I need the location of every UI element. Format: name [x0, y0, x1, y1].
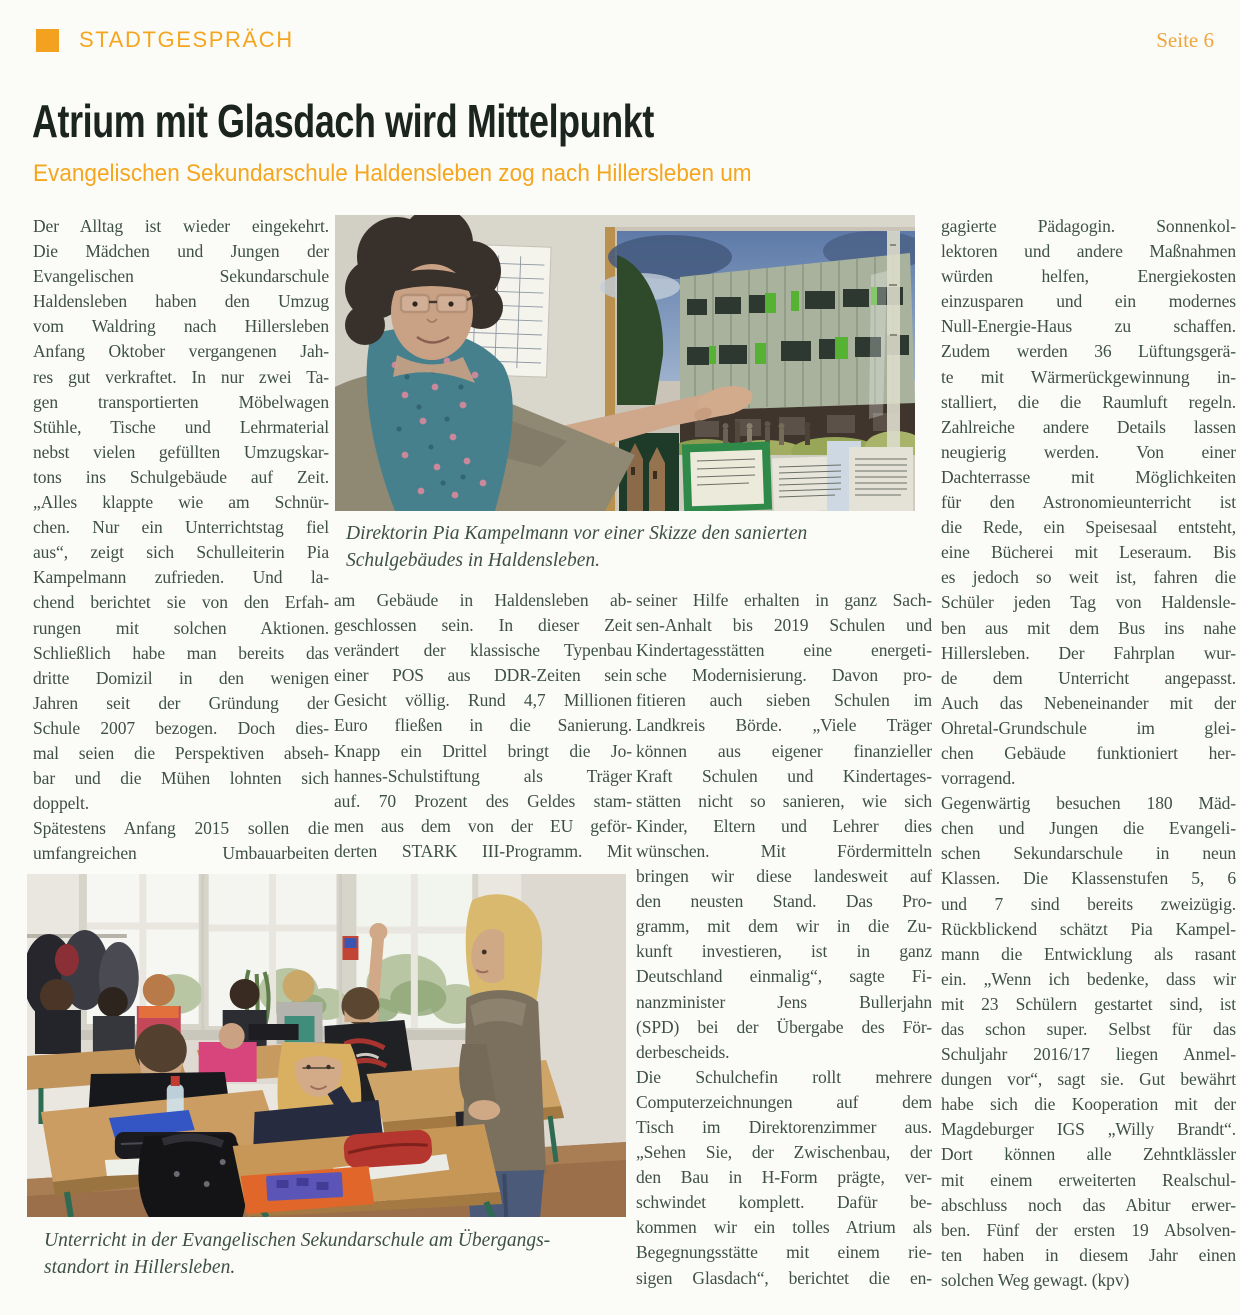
text-line: Ohretal-Grundschule im glei- — [941, 717, 1236, 738]
text-line: derbescheids. — [636, 1041, 730, 1062]
text-line: abschluss noch das Abitur erwer- — [941, 1194, 1236, 1215]
text-line: Computerzeichnungen auf dem — [636, 1091, 932, 1112]
text-line: stätten nicht so sanieren, wie sich — [636, 790, 932, 811]
text-line: Kraft Schulen und Kindertages- — [636, 765, 932, 786]
text-line: am Gebäude in Haldensleben ab- — [334, 590, 632, 610]
text-column-4 — [941, 214, 1236, 1293]
text-line: würden helfen, Energiekosten — [941, 266, 1236, 287]
text-line: „Sehen Sie, der Zwischenbau, der — [636, 1142, 932, 1163]
text-line: (SPD) bei der Übergabe des För- — [636, 1016, 932, 1037]
text-line: sche Modernisierung. Davon pro- — [636, 665, 932, 686]
text-line: ben. Fünf der ersten 19 Absolven- — [941, 1219, 1236, 1240]
text-line: Dachterrasse mit Möglichkeiten — [941, 466, 1236, 487]
text-line: doppelt. — [33, 793, 90, 814]
text-line: schen Sekundarschule in neun — [941, 843, 1236, 864]
glasses-icon — [401, 295, 477, 312]
text-line: es jedoch so weit ist, fahren die — [941, 567, 1236, 588]
text-line: dritte Domizil in den wenigen — [33, 667, 329, 688]
text-line: bringen wir diese landesweit auf — [636, 866, 932, 887]
text-line: vom Waldring nach Hillersleben — [33, 316, 329, 337]
text-line: „Alles klappte wie am Schnür- — [33, 492, 329, 513]
text-line: Evangelischen Sekundarschule — [33, 266, 329, 287]
text-column-1 — [33, 214, 329, 866]
text-line: Der Alltag ist wieder eingekehrt. — [33, 216, 329, 236]
text-line: Rückblickend schätzt Pia Kampel- — [941, 918, 1236, 939]
text-line: chen. Nur ein Unterrichtstag fiel — [33, 517, 329, 538]
text-line: rungen mit solchen Aktionen. — [33, 617, 329, 638]
text-line: die Rede, ein Speisesaal entsteht, — [941, 517, 1236, 538]
text-line: wünschen. Mit Fördermitteln — [636, 840, 932, 861]
text-line: Klassen. Die Klassenstufen 5, 6 — [941, 868, 1236, 889]
photo-top-caption — [346, 520, 911, 574]
text-line: Zahlreiche andere Details lassen — [941, 416, 1236, 437]
text-column-3 — [636, 588, 932, 1291]
text-line: Deutschland einmalig“, sagte Fi- — [636, 966, 932, 987]
text-line: Jahren seit der Gründung der — [33, 692, 329, 713]
article-headline: Atrium mit Glasdach wird Mittelpunkt — [32, 95, 654, 147]
text-line: verändert der klassische Typenbau — [334, 640, 632, 661]
text-line: und 7 sind bereits zweizügig. — [941, 893, 1236, 914]
article-subheadline: Evangelischen Sekundarschule Haldensleben zog nach Hillersleben um — [33, 160, 752, 187]
text-line: stalliert, die die Raumluft regeln. — [941, 391, 1236, 412]
text-line: schwindet komplett. Dafür be- — [636, 1192, 932, 1213]
caption-line: Schulgebäudes in Haldensleben. — [346, 550, 600, 571]
text-line: den Bau in H-Form prägte, ver- — [636, 1167, 932, 1188]
text-line: ein. „Wenn ich bedenke, dass wir — [941, 968, 1236, 989]
text-line: einzusparen und ein modernes — [941, 291, 1236, 312]
text-line: Euro fließen in die Sanierung. — [334, 715, 632, 736]
text-line: können aus eigener finanzieller — [636, 740, 932, 761]
text-line: Knapp ein Drittel bringt die Jo- — [334, 740, 632, 761]
text-line: mit 23 Schülern gestartet sind, ist — [941, 993, 1236, 1014]
text-line: mann die Entwicklung als rasant — [941, 943, 1236, 964]
text-line: umfangreichen Umbauarbeiten — [33, 843, 329, 864]
text-line: eine Bücherei mit Leseraum. Bis — [941, 542, 1236, 563]
text-line: bar und die Mühen lohnten sich — [33, 768, 329, 789]
text-line: Kinder, Eltern und Lehrer dies — [636, 815, 932, 836]
text-line: dungen vor“, sagt sie. Gut bewährt — [941, 1069, 1236, 1090]
text-line: solchen Weg gewagt. (kpv) — [941, 1269, 1130, 1290]
photo-director-sketch — [335, 215, 915, 511]
text-line: Kindertagesstätten eine energeti- — [636, 640, 932, 661]
text-line: Die Mädchen und Jungen der — [33, 241, 329, 262]
text-line: men aus dem von der EU geför- — [334, 815, 632, 836]
text-line: geschlossen sein. In dieser Zeit — [334, 615, 632, 636]
text-line: kommen wir ein tolles Atrium als — [636, 1217, 932, 1238]
text-line: Schule 2007 bezogen. Doch dies- — [33, 717, 329, 738]
text-line: tons ins Schulgebäude auf Zeit. — [33, 466, 329, 487]
text-line: hannes-Schulstiftung als Träger — [334, 765, 632, 786]
text-line: Begegnungsstätte mit einem rie- — [636, 1242, 932, 1263]
text-line: den neusten Stand. Das Pro- — [636, 891, 932, 912]
text-line: chen Gebäude funktioniert her- — [941, 742, 1236, 763]
text-column-2 — [334, 588, 632, 864]
text-line: Landkreis Börde. „Viele Träger — [636, 715, 932, 736]
text-line: Schließlich habe man bereits das — [33, 642, 329, 663]
text-line: Spätestens Anfang 2015 sollen die — [33, 818, 329, 839]
text-line: fitieren auch sieben Schulen im — [636, 690, 932, 711]
text-line: Tisch im Direktorenzimmer aus. — [636, 1116, 932, 1137]
text-line: Die Schulchefin rollt mehrere — [636, 1066, 932, 1087]
text-line: Null-Energie-Haus zu schaffen. — [941, 316, 1236, 337]
text-line: chen und Jungen die Evangeli- — [941, 818, 1236, 839]
caption-line: Direktorin Pia Kampelmann vor einer Skizze den sanierten — [346, 523, 808, 544]
text-line: aus“, zeigt sich Schulleiterin Pia — [33, 542, 329, 563]
photo-classroom — [27, 874, 626, 1217]
text-line: Auch das Nebeneinander mit der — [941, 692, 1236, 713]
text-line: Dort können alle Zehntklässler — [941, 1144, 1236, 1165]
text-line: nanzminister Jens Bullerjahn — [636, 991, 932, 1012]
text-line: vorragend. — [941, 768, 1016, 789]
photo-bottom-caption — [44, 1227, 624, 1281]
text-line: seiner Hilfe erhalten in ganz Sach- — [636, 590, 932, 610]
text-line: neugierig werden. Von einer — [941, 441, 1236, 462]
text-line: res gut verkraftet. In nur zwei Ta- — [33, 366, 329, 387]
text-line: chend berichtet sie von den Erfah- — [33, 592, 329, 613]
text-line: derten STARK III-Programm. Mit — [334, 840, 632, 861]
text-line: ten haben in diesem Jahr einen — [941, 1244, 1236, 1265]
text-line: nebst vielen gefüllten Umzugskar- — [33, 441, 329, 462]
text-line: Gegenwärtig besuchen 180 Mäd- — [941, 793, 1236, 814]
text-line: Magdeburger IGS „Willy Brandt“. — [941, 1119, 1236, 1140]
text-line: Haldensleben haben den Umzug — [33, 291, 329, 312]
section-marker-icon — [36, 29, 59, 52]
text-line: Zudem werden 36 Lüftungsgerä- — [941, 341, 1236, 362]
text-line: Schüler jeden Tag von Haldensle- — [941, 592, 1236, 613]
text-line: Schuljahr 2016/17 liegen Anmel- — [941, 1044, 1236, 1065]
text-line: mit einem erweiterten Realschul- — [941, 1169, 1236, 1190]
text-line: Kampelmann zufrieden. Und la- — [33, 567, 329, 588]
text-line: gagierte Pädagogin. Sonnenkol- — [941, 216, 1236, 236]
section-label: STADTGESPRÄCH — [79, 27, 294, 52]
text-line: kunft investieren, ist in ganz — [636, 941, 932, 962]
text-line: für den Astronomieunterricht ist — [941, 492, 1236, 513]
page-number: Seite 6 — [1156, 28, 1214, 52]
text-line: sigen Glasdach“, berichtet die en- — [636, 1267, 932, 1288]
text-line: habe sich die Kooperation mit der — [941, 1094, 1236, 1115]
text-line: mal seien die Perspektiven abseh- — [33, 742, 329, 763]
text-line: ben aus mit dem Bus ins nahe — [941, 617, 1236, 638]
text-line: lektoren und andere Maßnahmen — [941, 241, 1236, 262]
text-line: gen transportierten Möbelwagen — [33, 391, 329, 412]
text-line: Gesicht völlig. Rund 4,7 Millionen — [334, 690, 632, 711]
text-line: das schon super. Selbst für das — [941, 1019, 1236, 1039]
building-rendering-poster — [600, 227, 915, 511]
backpack — [138, 1134, 246, 1217]
text-line: Stühle, Tische und Lehrmaterial — [33, 416, 329, 437]
text-line: auf. 70 Prozent des Geldes stam- — [334, 790, 632, 811]
text-line: gramm, mit dem wir in die Zu- — [636, 916, 932, 937]
text-line: te mit Wärmerückgewinnung in- — [941, 366, 1236, 387]
text-line: Anfang Oktober vergangenen Jah- — [33, 341, 329, 362]
text-line: de dem Unterricht angepasst. — [941, 667, 1236, 688]
text-line: einer POS aus DDR-Zeiten sein — [334, 665, 632, 686]
caption-line: standort in Hillersleben. — [44, 1257, 236, 1278]
photo-director-illustration — [335, 215, 915, 511]
text-line: Hillersleben. Der Fahrplan wur- — [941, 642, 1236, 663]
photo-classroom-illustration — [27, 874, 626, 1217]
text-line: sen-Anhalt bis 2019 Schulen und — [636, 615, 932, 636]
caption-line: Unterricht in der Evangelischen Sekundarschule am Übergangs- — [44, 1230, 551, 1251]
